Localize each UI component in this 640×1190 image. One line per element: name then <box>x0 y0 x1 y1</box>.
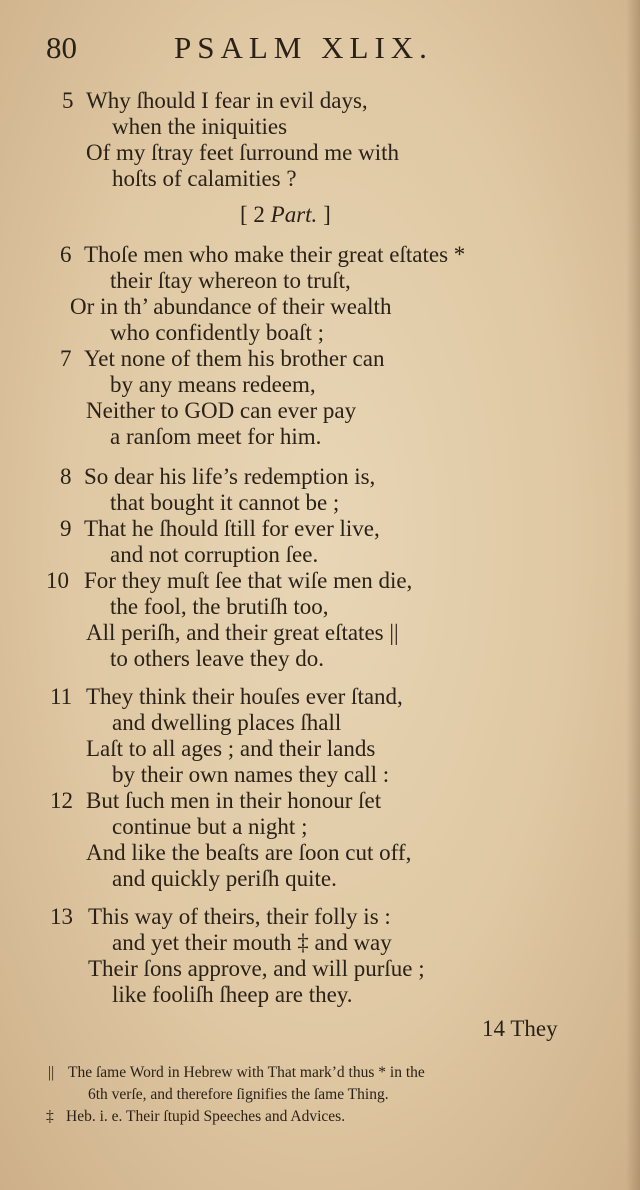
verse-line: and quickly periſh quite. <box>112 866 337 891</box>
verse-line: But ſuch men in their honour ſet <box>86 788 382 813</box>
verse-number: 7 <box>60 346 72 371</box>
verse-number: 8 <box>60 464 72 489</box>
verse-number: 11 <box>50 684 73 709</box>
verse-line: and dwelling places ſhall <box>112 710 342 735</box>
verse-line: continue but a night ; <box>112 814 308 839</box>
verse-number: 6 <box>60 242 72 267</box>
verse-line: their ſtay whereon to truſt, <box>110 268 351 293</box>
verse-line: the fool, the brutiſh too, <box>110 594 329 619</box>
verse-line: And like the beaſts are ſoon cut off, <box>86 840 412 865</box>
verse-line: All periſh, and their great eſtates || <box>86 620 399 645</box>
verse-number: 10 <box>46 568 69 593</box>
verse-number: 13 <box>50 904 73 929</box>
verse-line: Thoſe men who make their great eſtates * <box>84 242 466 267</box>
page-edge-shadow <box>626 0 640 1190</box>
footnote-mark: ‡ <box>46 1108 54 1125</box>
part-heading-label: Part. <box>270 202 318 227</box>
footnote-text: 6th verſe, and therefore ſignifies the ſame Thing. <box>88 1086 389 1103</box>
verse-line: Of my ſtray feet ſurround me with <box>86 140 399 165</box>
verse-line: and yet their mouth ‡ and way <box>112 930 392 955</box>
verse-line: to others leave they do. <box>110 646 324 671</box>
verse-line: They think their houſes ever ſtand, <box>86 684 403 709</box>
verse-line: Why ſhould I fear in evil days, <box>86 88 368 113</box>
verse-line: by their own names they call : <box>112 762 390 787</box>
verse-line: by any means redeem, <box>110 372 316 397</box>
verse-line: that bought it cannot be ; <box>110 490 340 515</box>
verse-line: Yet none of them his brother can <box>84 346 385 371</box>
page-number: 80 <box>46 30 77 65</box>
verse-number: 5 <box>62 88 74 113</box>
verse-line: Neither to GOD can ever pay <box>86 398 357 423</box>
verse-line: Laſt to all ages ; and their lands <box>86 736 376 761</box>
verse-line: like fooliſh ſheep are they. <box>112 982 353 1007</box>
running-title: PSALM XLIX. <box>174 30 433 65</box>
verse-line: when the iniquities <box>112 114 288 139</box>
verse-line: and not corruption ſee. <box>110 542 319 567</box>
page-header <box>46 30 586 70</box>
part-heading-open: [ 2 <box>240 202 271 227</box>
verse-line: This way of theirs, their folly is : <box>88 904 391 929</box>
verse-line: For they muſt ſee that wiſe men die, <box>84 568 413 593</box>
part-heading-close: ] <box>317 202 331 227</box>
verse-number: 12 <box>50 788 73 813</box>
footnote-text: The ſame Word in Hebrew with That mark’d thus * in the <box>68 1064 425 1081</box>
part-heading <box>240 202 331 228</box>
footnote-mark: || <box>48 1064 55 1081</box>
verse-line: So dear his life’s redemption is, <box>84 464 376 489</box>
verse-line: That he ſhould ſtill for ever live, <box>84 516 380 541</box>
verse-line: hoſts of calamities ? <box>112 166 297 191</box>
footnote-text: Heb. i. e. Their ſtupid Speeches and Advices. <box>66 1108 346 1125</box>
verse-number: 9 <box>60 516 72 541</box>
verse-line: who confidently boaſt ; <box>110 320 324 345</box>
catchword: 14 They <box>482 1016 558 1041</box>
verse-line: Or in th’ abundance of their wealth <box>70 294 392 319</box>
verse-line: Their ſons approve, and will purſue ; <box>88 956 425 981</box>
verse-line: a ranſom meet for him. <box>110 424 322 449</box>
